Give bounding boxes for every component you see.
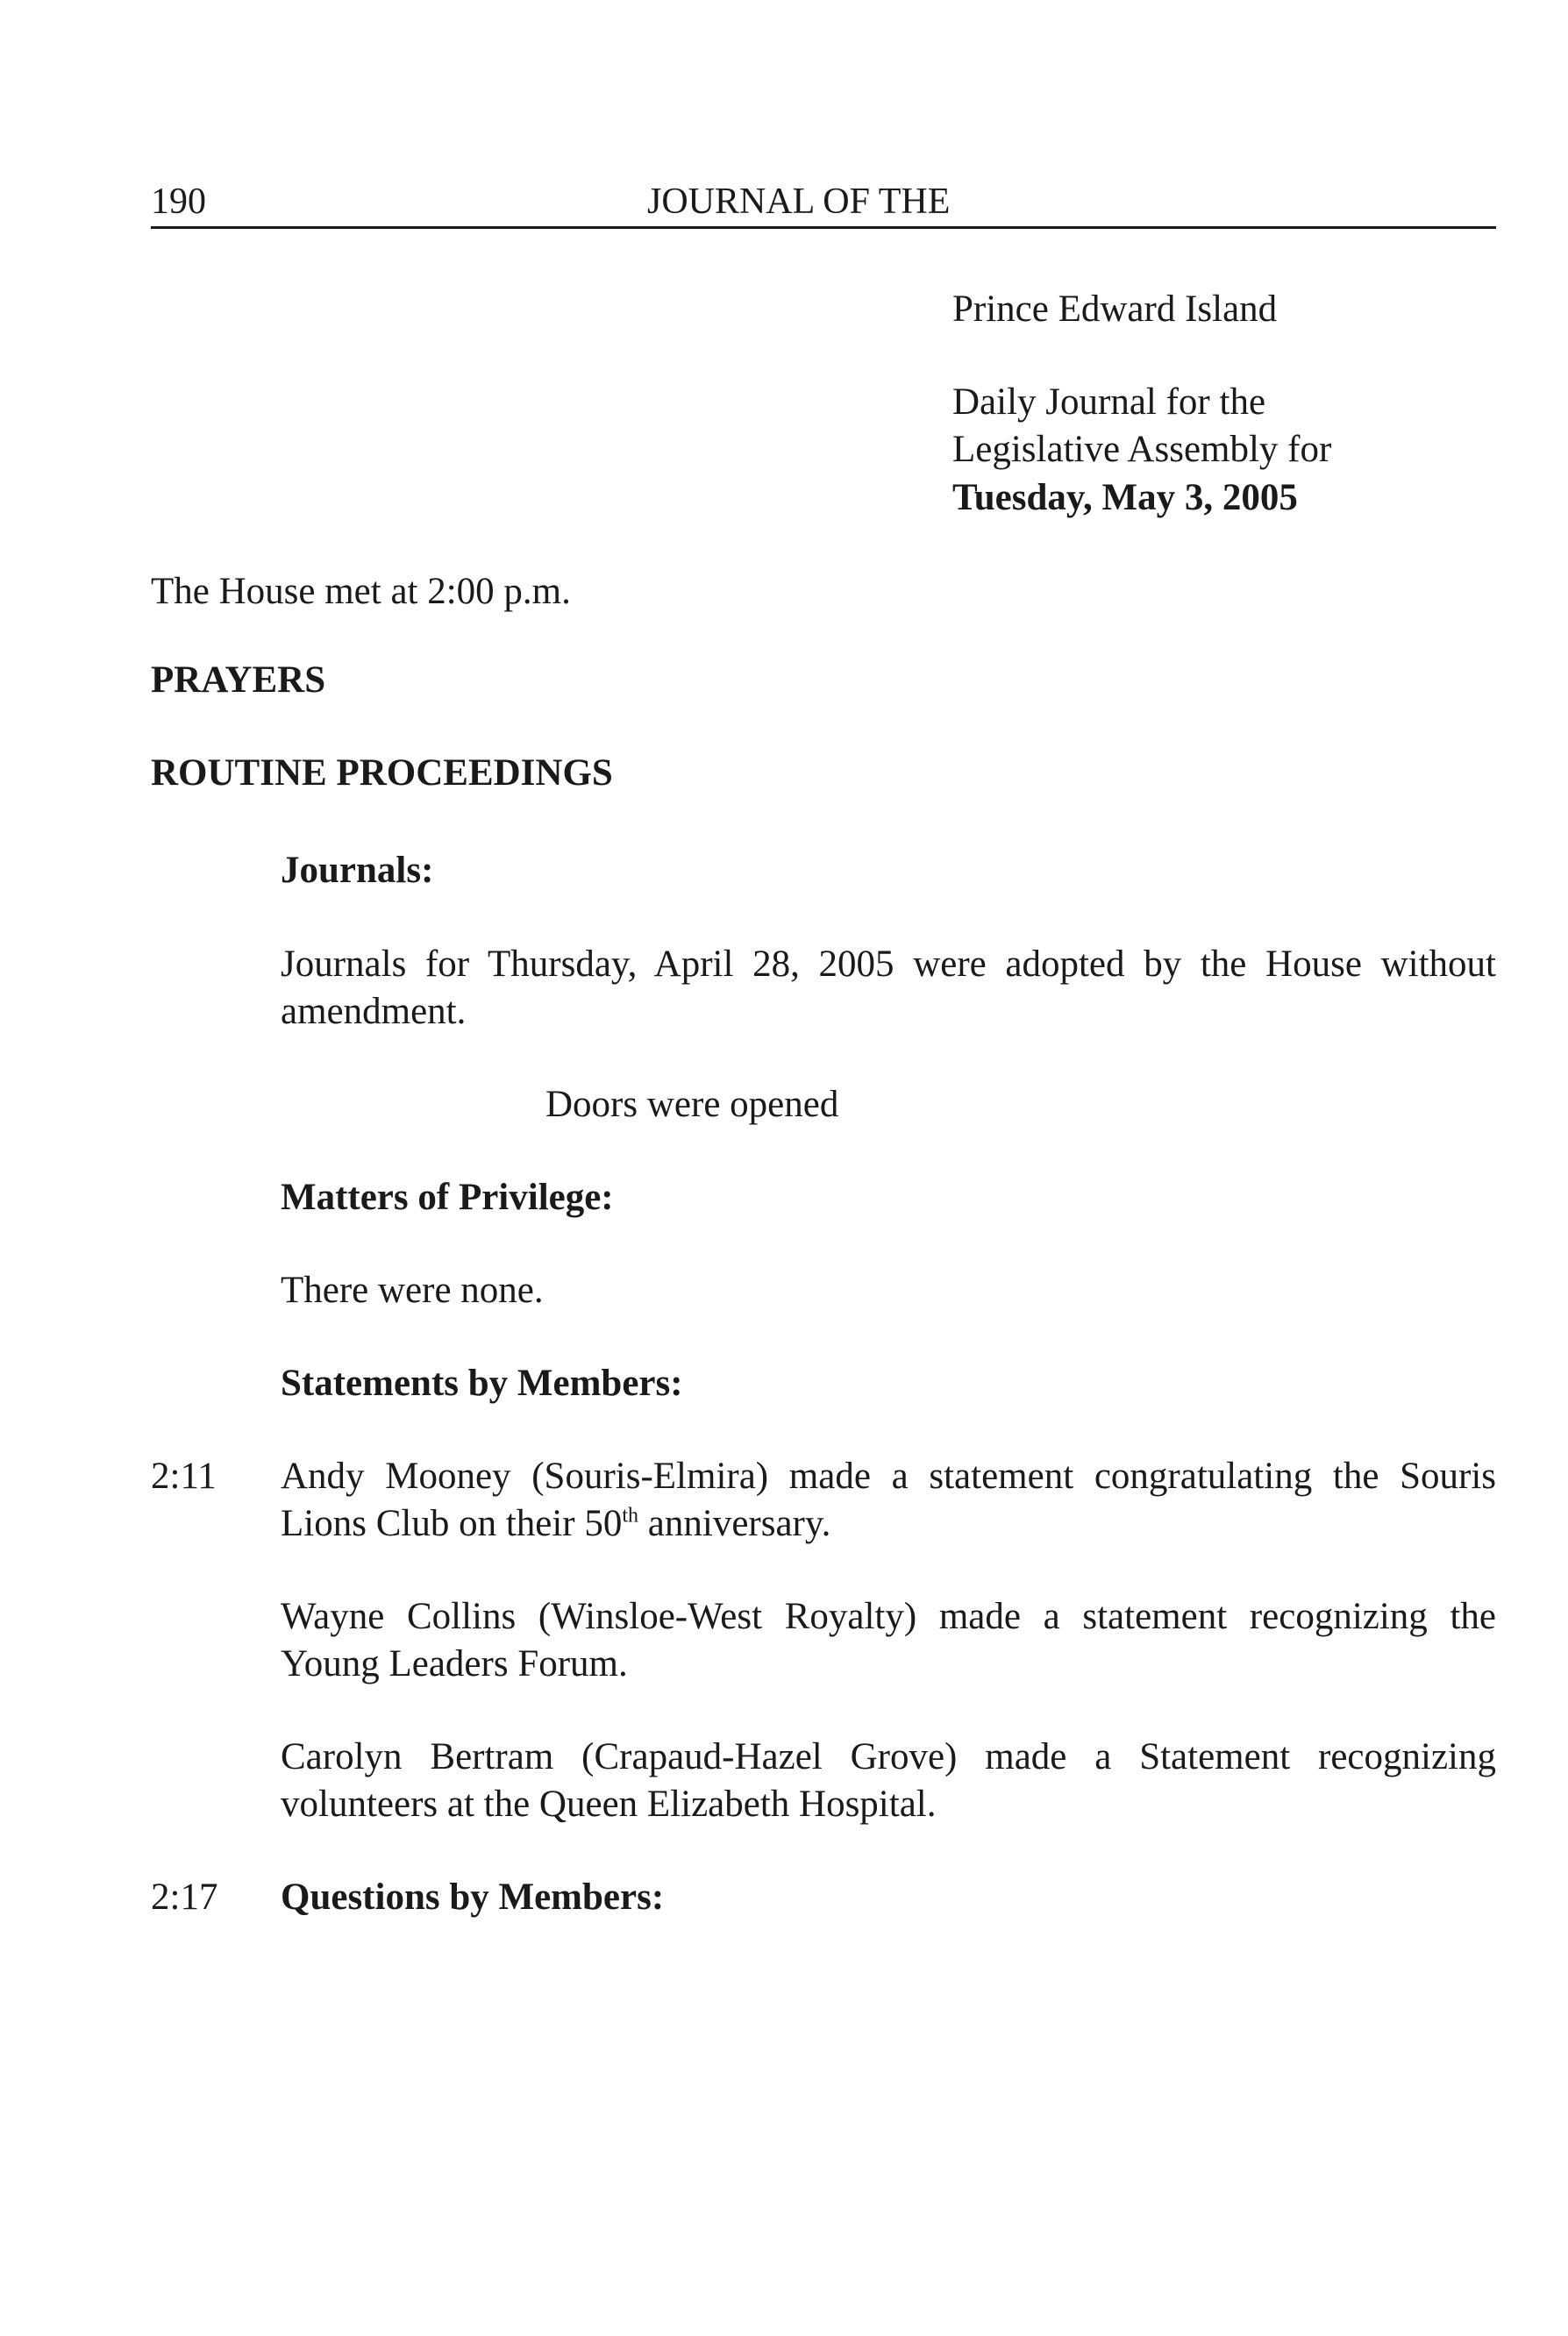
- prayers-heading: PRAYERS: [151, 659, 326, 701]
- page-number: 190: [151, 182, 206, 222]
- statement-item: Wayne Collins (Winsloe-West Royalty) made a statement recognizing the Young Leaders Forum.: [281, 1596, 1496, 1684]
- house-met-line: The House met at 2:00 p.m.: [151, 571, 571, 612]
- statements-heading: Statements by Members:: [281, 1363, 683, 1404]
- running-title: JOURNAL OF THE: [647, 182, 951, 222]
- doors-opened-note: Doors were opened: [545, 1084, 839, 1125]
- statement-item: Andy Mooney (Souris-Elmira) made a statement congratulating the Souris Lions Club on their 50th anniversary.: [281, 1456, 1496, 1544]
- questions-heading: Questions by Members:: [281, 1877, 665, 1918]
- statement-item: Carolyn Bertram (Crapaud-Hazel Grove) made a Statement recognizing volunteers at the Queen Elizabeth Hospital.: [281, 1736, 1496, 1825]
- header-rule: [151, 226, 1496, 229]
- journal-date: Tuesday, May 3, 2005: [952, 477, 1298, 518]
- journals-heading: Journals:: [281, 850, 434, 891]
- statements-time: 2:11: [151, 1456, 217, 1497]
- journal-title-line2: Legislative Assembly for: [952, 429, 1332, 470]
- privilege-text: There were none.: [281, 1270, 544, 1311]
- journal-title-line1: Daily Journal for the: [952, 381, 1266, 423]
- province-name: Prince Edward Island: [952, 288, 1278, 330]
- privilege-heading: Matters of Privilege:: [281, 1177, 614, 1218]
- routine-proceedings-heading: ROUTINE PROCEEDINGS: [151, 752, 613, 794]
- journals-text: Journals for Thursday, April 28, 2005 were adopted by the House without amendment.: [281, 944, 1496, 1032]
- questions-time: 2:17: [151, 1877, 218, 1918]
